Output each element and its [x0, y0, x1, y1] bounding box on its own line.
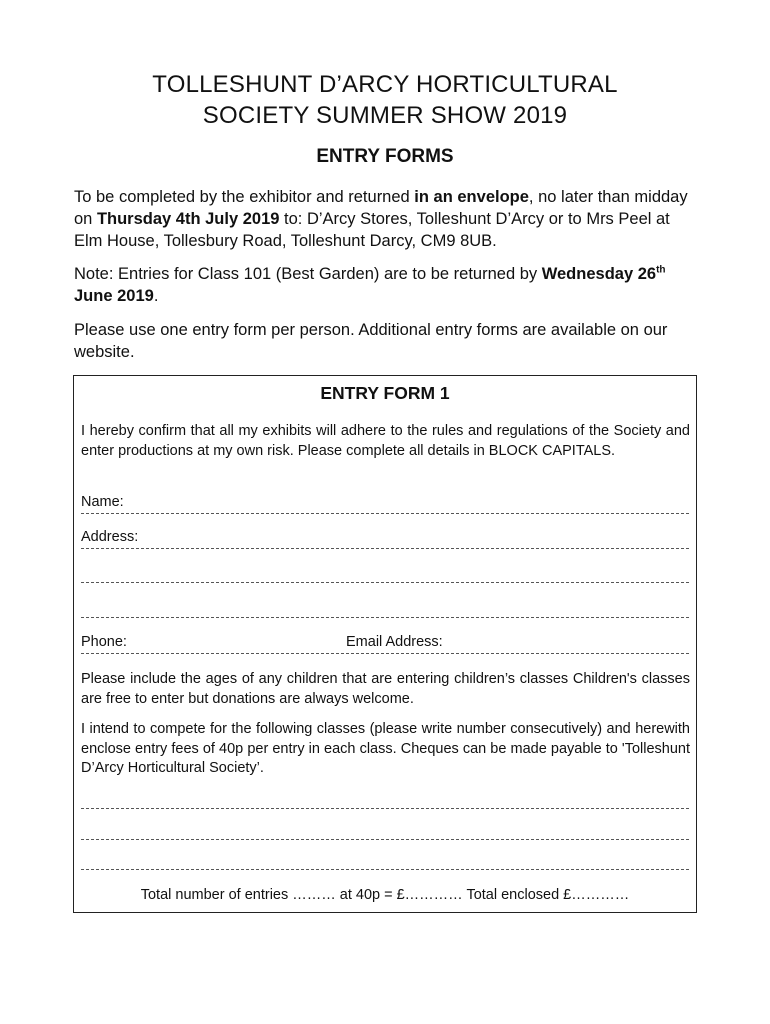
note-text: Note: Entries for Class 101 (Best Garden) are to be returned by — [74, 265, 542, 283]
email-label: Email Address: — [346, 634, 443, 650]
name-field[interactable] — [81, 493, 689, 514]
totals-line[interactable]: Total number of entries ……… at 40p = £………… Total enclosed £………… — [140, 887, 630, 903]
intro-paragraph-return — [74, 186, 702, 252]
classes-field-line-1[interactable] — [81, 788, 689, 809]
classes-field-line-3[interactable] — [81, 849, 689, 870]
address-label: Address: — [81, 529, 139, 545]
intro-paragraph-per-person: Please use one entry form per person. Additional entry forms are available on our website. — [74, 321, 668, 361]
confirm-text: I hereby confirm that all my exhibits will adhere to the rules and regulations of the Society and enter productions at my own risk. Please complete all details in BLOCK CAPITALS. — [81, 423, 690, 459]
note-date-month: June 2019 — [74, 287, 154, 305]
phone-email-field[interactable] — [81, 633, 689, 654]
note-date-suffix: th — [656, 264, 666, 276]
intro-text: , no later than midday on — [74, 188, 688, 228]
page-subtitle: ENTRY FORMS — [316, 146, 454, 167]
phone-label: Phone: — [81, 634, 127, 650]
intro-paragraph-note — [74, 263, 702, 307]
intro-bold-deadline: Thursday 4th July 2019 — [96, 210, 280, 228]
form-title: ENTRY FORM 1 — [320, 383, 450, 403]
intro-bold-envelope: in an envelope — [414, 188, 529, 206]
name-label: Name: — [81, 494, 124, 510]
note-text-end: . — [153, 287, 159, 305]
page-title-line-2: SOCIETY SUMMER SHOW 2019 — [202, 102, 568, 129]
classes-text: I intend to compete for the following classes (please write number consecutively) and herewith enclose entry fees of 40p per entry in each class. Cheques can be made payable to 'Tolleshunt D’Arcy Horticultural Society’. — [81, 721, 690, 776]
note-date-day: Wednesday 26 — [541, 265, 657, 283]
address-field-line-3[interactable] — [81, 597, 689, 618]
classes-field-line-2[interactable] — [81, 819, 689, 840]
page-title-line-1: TOLLESHUNT D’ARCY HORTICULTURAL — [152, 71, 618, 98]
children-ages-text: Please include the ages of any children that are entering children’s classes Children's classes are free to enter but donations are always welcome. — [81, 671, 690, 707]
address-field[interactable] — [81, 528, 689, 549]
entry-form-box — [73, 375, 697, 913]
intro-text: to: D’Arcy Stores, Tolleshunt D’Arcy or to Mrs Peel at Elm House, Tollesbury Road, Tolleshunt Darcy, CM9 8UB. — [74, 210, 670, 250]
address-field-line-2[interactable] — [81, 562, 689, 583]
intro-text: To be completed by the exhibitor and returned — [74, 188, 415, 206]
